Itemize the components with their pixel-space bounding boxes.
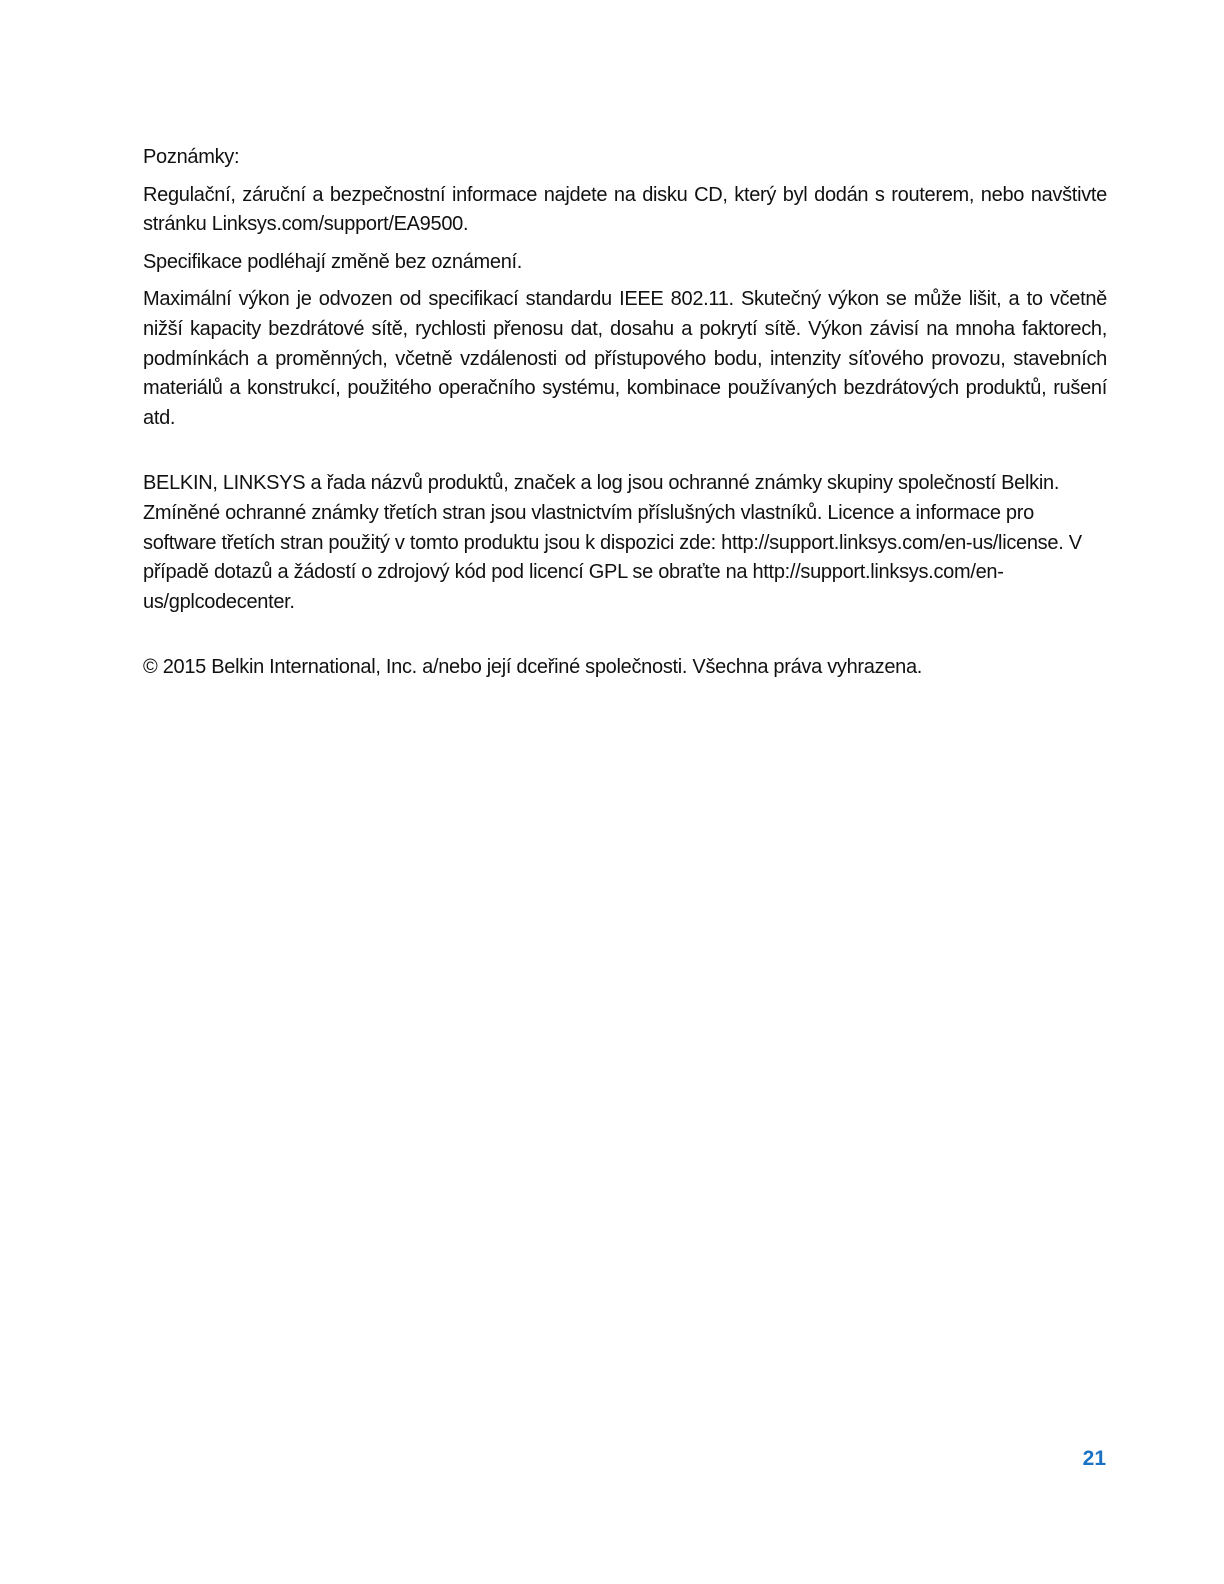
note-max-performance: Maximální výkon je odvozen od specifikací standardu IEEE 802.11. Skutečný výkon se může lišit, a to včetně nižší kapacity bezdrátové sítě, rychlosti přenosu dat, dosahu a pokrytí sítě. Výkon závisí na mnoha faktorech, podmínkách a proměnných, včetně vzdálenosti od přístupového bodu, intenzity síťového provozu, stavebních materiálů a konstrukcí, použitého operačního systému, kombinace používaných bezdrátových produktů, rušení atd. xyxy=(143,288,1107,429)
copyright-notice: © 2015 Belkin International, Inc. a/nebo její dceřiné společnosti. Všechna práva vyhrazena. xyxy=(143,656,923,679)
note-specifications: Specifikace podléhají změně bez oznámení. xyxy=(143,250,523,273)
trademark-notice: BELKIN, LINKSYS a řada názvů produktů, značek a log jsou ochranné známky skupiny společností Belkin. Zmíněné ochranné známky třetích stran jsou vlastnictvím příslušných vlastníků. Licence a informace pro software třetích stran použitý v tomto produktu jsou k dispozici zde: http://support.linksys.com/en-us/license. V případě dotazů a žádostí o zdrojový kód pod licencí GPL se obraťte na http://support.linksys.com/en-us/gplcodecenter. xyxy=(143,472,1082,613)
notes-heading: Poznámky: xyxy=(143,146,240,168)
page-number: 21 xyxy=(1082,1447,1106,1470)
note-regulatory: Regulační, záruční a bezpečnostní informace najdete na disku CD, který byl dodán s routerem, nebo navštivte stránku Linksys.com/support/EA9500. xyxy=(143,183,1107,236)
document-body xyxy=(143,143,1107,683)
